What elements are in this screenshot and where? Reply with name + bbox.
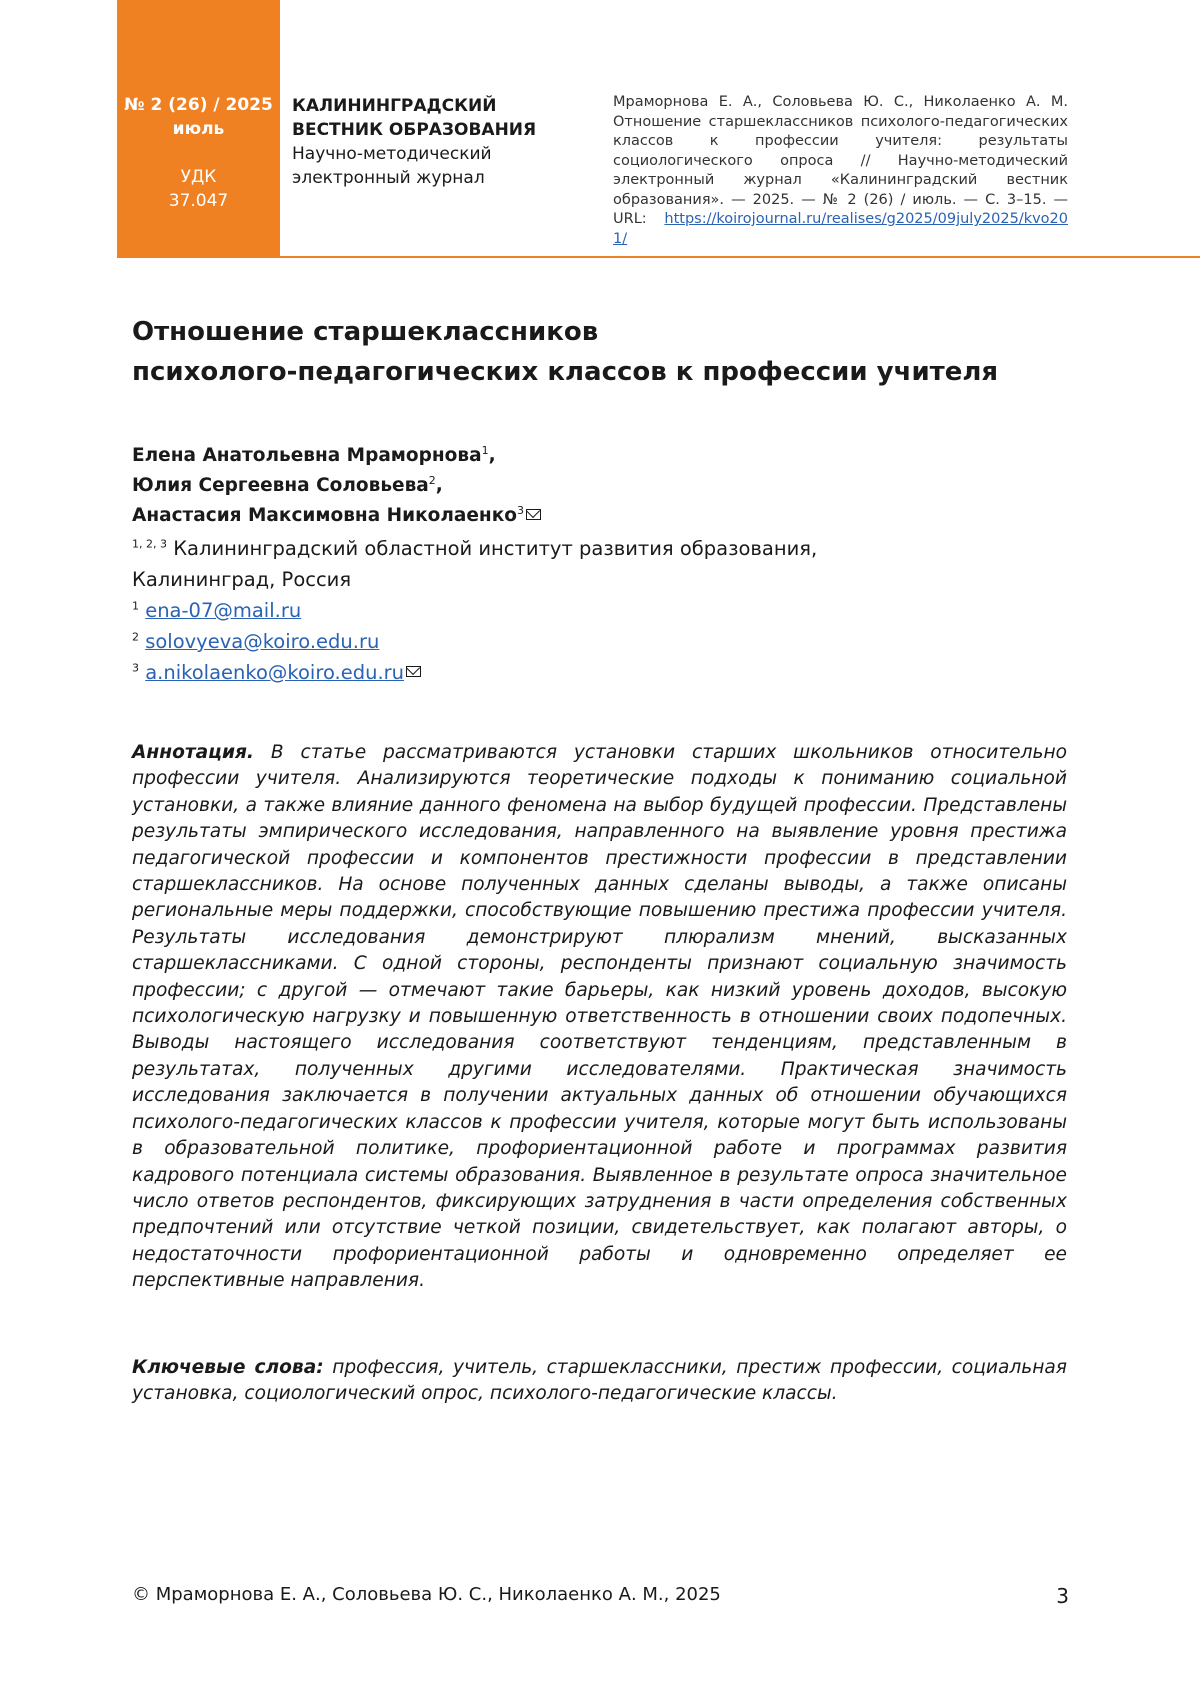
author-3: Анастасия Максимовна Николаенко3 <box>132 501 1082 531</box>
email-1: 1 ena-07@mail.ru <box>132 595 1082 626</box>
journal-subtitle-line1: Научно-методический <box>292 142 582 166</box>
email-2: 2 solovyeva@koiro.edu.ru <box>132 626 1082 657</box>
issue-month: июль <box>117 118 280 140</box>
citation-link[interactable]: https://koirojournal.ru/realises/g2025/09july2025/kvo201/ <box>613 211 1068 247</box>
citation-text: Мраморнова Е. А., Соловьева Ю. С., Николаенко А. М. Отношение старшеклассников психолого-педагогических классов к профессии учителя: результаты социологического опроса // Научно-методический электронный журнал «Калининградский вестник образования». — 2025. — № 2 (26) / июль. — С. 3–15. — URL: <box>613 94 1068 227</box>
envelope-icon <box>526 509 541 520</box>
email-3: 3 a.nikolaenko@koiro.edu.ru <box>132 657 1082 688</box>
journal-name-line2: ВЕСТНИК ОБРАЗОВАНИЯ <box>292 118 582 142</box>
title-line-1: Отношение старшеклассников <box>132 312 1082 352</box>
keywords-text: профессия, учитель, старшеклассники, престиж профессии, социальная установка, социологический опрос, психолого-педагогические классы. <box>132 1357 1067 1404</box>
citation-block <box>613 93 1068 249</box>
journal-masthead <box>292 94 582 190</box>
abstract-text: В статье рассматриваются установки старших школьников относительно профессии учителя. Анализируются теоретические подходы к пониманию социальной установки, а также влияние данного феномена на выбор будущей профессии. Представлены результаты эмпирического исследования, направленного на выявление уровня престижа педагогической профессии и компонентов престижности профессии в представлении старшеклассников. На основе полученных данных сделаны выводы, а также описаны региональные меры поддержки, способствующие повышению престижа профессии учителя. Результаты исследования демонстрируют плюрализм мнений, высказанных старшеклассниками. С одной стороны, респонденты признают социальную значимость профессии; с другой — отмечают такие барьеры, как низкий уровень доходов, высокую психологическую нагрузку и повышенную ответственность в отношении своих подопечных. Выводы настоящего исследования соответствуют тенденциям, представленным в результатах, полученных другими исследователями. Практическая значимость исследования заключается в получении актуальных данных об отношении обучающихся психолого-педагогических классов к профессии учителя, которые могут быть использованы в образовательной политике, профориентационной работе и программах развития кадрового потенциала системы образования. Выявленное в результате опроса значительное число ответов респондентов, фиксирующих затруднения в части определения собственных предпочтений или отсутствие четкой позиции, свидетельствует, как полагают авторы, о недостаточности профориентационной работы и одновременно определяет ее перспективные направления. <box>132 742 1067 1291</box>
issue-number: № 2 (26) / 2025 <box>117 94 280 116</box>
udk-number: 37.047 <box>117 190 280 212</box>
affiliation: 1, 2, 3 Калининградский областной институт развития образования, Калининград, Россия <box>132 533 1082 595</box>
email-link-3[interactable]: a.nikolaenko@koiro.edu.ru <box>145 661 404 684</box>
title-line-2: психолого-педагогических классов к профессии учителя <box>132 352 1082 392</box>
keywords-label: Ключевые слова: <box>132 1357 324 1378</box>
author-1: Елена Анатольевна Мраморнова1, <box>132 441 1082 471</box>
journal-subtitle-line2: электронный журнал <box>292 166 582 190</box>
issue-badge <box>117 0 280 258</box>
abstract-label: Аннотация. <box>132 742 254 763</box>
author-2: Юлия Сергеевна Соловьева2, <box>132 471 1082 501</box>
email-link-1[interactable]: ena-07@mail.ru <box>145 599 301 622</box>
email-link-2[interactable]: solovyeva@koiro.edu.ru <box>145 630 379 653</box>
udk-label: УДК <box>117 166 280 188</box>
keywords <box>132 1355 1067 1408</box>
abstract <box>132 740 1067 1295</box>
article-title <box>132 312 1082 392</box>
page-number: 3 <box>1056 1584 1069 1608</box>
author-block <box>132 441 1082 688</box>
journal-name-line1: КАЛИНИНГРАДСКИЙ <box>292 94 582 118</box>
envelope-icon <box>406 666 421 677</box>
header-divider <box>117 256 1200 258</box>
copyright: © Мраморнова Е. А., Соловьева Ю. С., Николаенко А. М., 2025 <box>132 1584 721 1605</box>
